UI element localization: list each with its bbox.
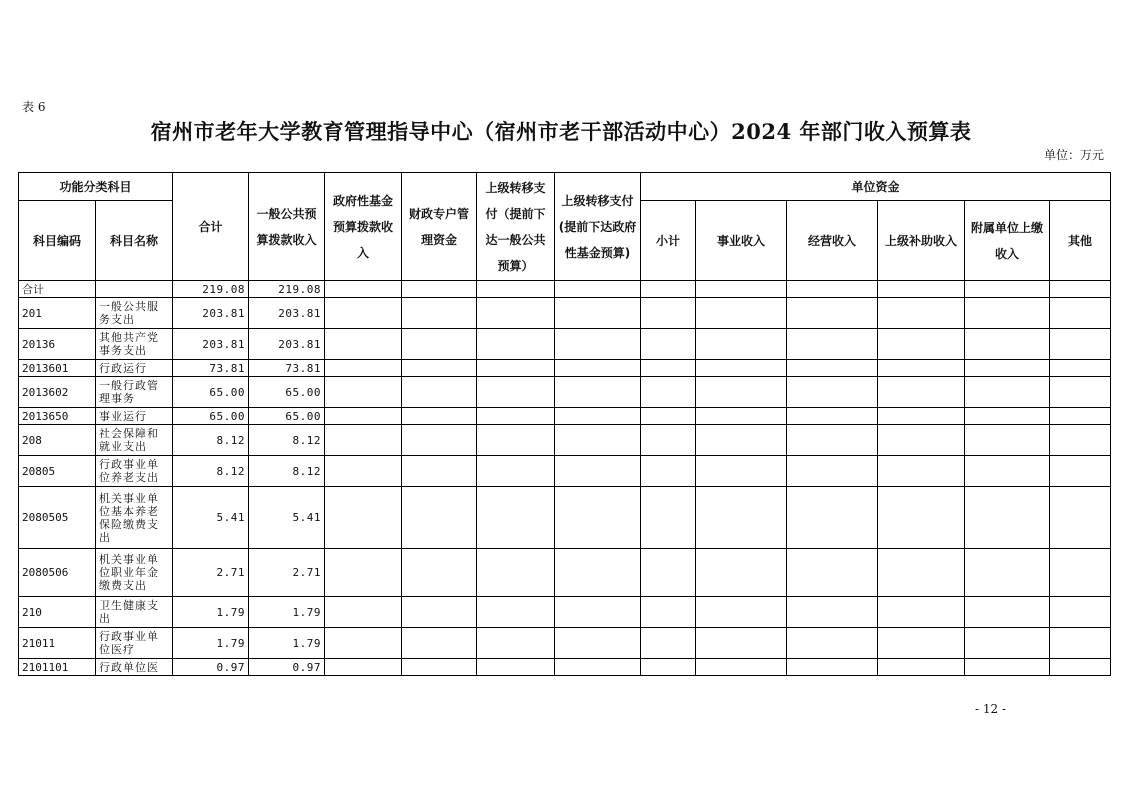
row-general: 219.08 — [249, 281, 325, 298]
row-code: 合计 — [19, 281, 96, 298]
row-general: 1.79 — [249, 597, 325, 628]
row-total: 1.79 — [173, 597, 249, 628]
row-code: 2013601 — [19, 360, 96, 377]
row-code: 2101101 — [19, 659, 96, 676]
row-name: 其他共产党事务支出 — [96, 329, 173, 360]
row-code: 208 — [19, 425, 96, 456]
table-row — [19, 360, 1111, 377]
header-subsidy-income: 上级补助收入 — [878, 201, 965, 281]
header-total: 合计 — [173, 173, 249, 281]
row-name: 一般行政管理事务 — [96, 377, 173, 408]
header-affiliated-income: 附属单位上缴收入 — [965, 201, 1050, 281]
table-row — [19, 377, 1111, 408]
row-general: 73.81 — [249, 360, 325, 377]
header-transfer-fund: 上级转移支付(提前下达政府性基金预算) — [555, 173, 641, 281]
row-code: 201 — [19, 298, 96, 329]
row-code: 20136 — [19, 329, 96, 360]
header-unit-funds: 单位资金 — [641, 173, 1111, 201]
header-operating-income: 经营收入 — [787, 201, 878, 281]
row-general: 203.81 — [249, 329, 325, 360]
row-total: 1.79 — [173, 628, 249, 659]
row-name: 行政事业单位医疗 — [96, 628, 173, 659]
row-name: 事业运行 — [96, 408, 173, 425]
row-name — [96, 281, 173, 298]
row-total: 8.12 — [173, 456, 249, 487]
header-business-income: 事业收入 — [696, 201, 787, 281]
header-name: 科目名称 — [96, 201, 173, 281]
header-general-budget: 一般公共预算拨款收入 — [249, 173, 325, 281]
table-row — [19, 597, 1111, 628]
row-total: 5.41 — [173, 487, 249, 549]
row-general: 5.41 — [249, 487, 325, 549]
row-total: 219.08 — [173, 281, 249, 298]
row-name: 行政单位医 — [96, 659, 173, 676]
row-code: 21011 — [19, 628, 96, 659]
row-name: 一般公共服务支出 — [96, 298, 173, 329]
table-row — [19, 408, 1111, 425]
row-total: 65.00 — [173, 408, 249, 425]
row-general: 65.00 — [249, 408, 325, 425]
table-row — [19, 487, 1111, 549]
table-row — [19, 628, 1111, 659]
row-code: 210 — [19, 597, 96, 628]
row-total: 73.81 — [173, 360, 249, 377]
row-total: 8.12 — [173, 425, 249, 456]
row-total: 0.97 — [173, 659, 249, 676]
header-gov-fund: 政府性基金预算拨款收入 — [325, 173, 402, 281]
row-total: 203.81 — [173, 329, 249, 360]
table-row — [19, 425, 1111, 456]
header-code: 科目编码 — [19, 201, 96, 281]
row-name: 行政事业单位养老支出 — [96, 456, 173, 487]
table-row — [19, 659, 1111, 676]
row-code: 2013650 — [19, 408, 96, 425]
row-general: 203.81 — [249, 298, 325, 329]
row-total: 2.71 — [173, 549, 249, 597]
header-fiscal-special: 财政专户管理资金 — [402, 173, 477, 281]
row-general: 2.71 — [249, 549, 325, 597]
row-general: 8.12 — [249, 456, 325, 487]
row-total: 65.00 — [173, 377, 249, 408]
row-general: 0.97 — [249, 659, 325, 676]
page-title: 宿州市老年大学教育管理指导中心（宿州市老干部活动中心）2024 年部门收入预算表 — [150, 119, 972, 144]
header-subtotal: 小计 — [641, 201, 696, 281]
table-row — [19, 281, 1111, 298]
row-code: 2080505 — [19, 487, 96, 549]
table-number: 表 6 — [22, 100, 46, 114]
table-row — [19, 298, 1111, 329]
table-row — [19, 456, 1111, 487]
budget-table — [18, 172, 1111, 676]
row-code: 2013602 — [19, 377, 96, 408]
page-number: - 12 - — [975, 702, 1007, 716]
row-name: 行政运行 — [96, 360, 173, 377]
row-name: 机关事业单位基本养老保险缴费支出 — [96, 487, 173, 549]
row-general: 8.12 — [249, 425, 325, 456]
unit-note: 单位：万元 — [1043, 148, 1104, 162]
row-general: 1.79 — [249, 628, 325, 659]
header-other: 其他 — [1050, 201, 1111, 281]
row-name: 机关事业单位职业年金缴费支出 — [96, 549, 173, 597]
row-name: 社会保障和就业支出 — [96, 425, 173, 456]
row-general: 65.00 — [249, 377, 325, 408]
row-code: 20805 — [19, 456, 96, 487]
table-row — [19, 329, 1111, 360]
row-total: 203.81 — [173, 298, 249, 329]
row-code: 2080506 — [19, 549, 96, 597]
row-name: 卫生健康支出 — [96, 597, 173, 628]
header-transfer-general: 上级转移支付（提前下达一般公共预算） — [477, 173, 555, 281]
header-func-group: 功能分类科目 — [19, 173, 173, 201]
table-row — [19, 549, 1111, 597]
